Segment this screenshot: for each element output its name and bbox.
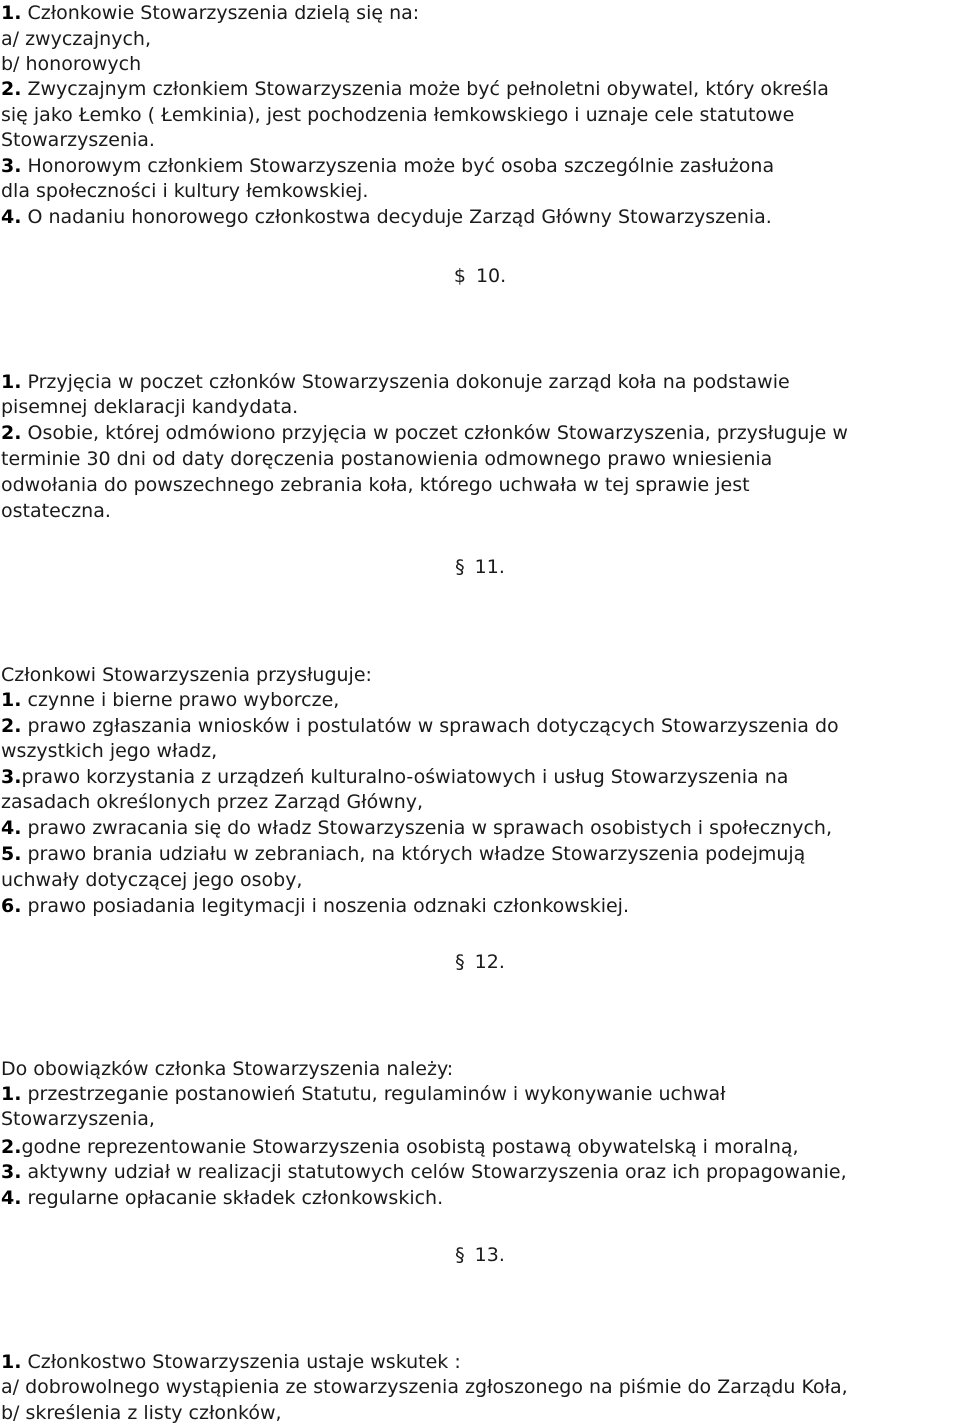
point-text: prawo zwracania się do władz Stowarzyszenia w sprawach osobistych i społecznych, <box>21 817 833 839</box>
point-text: Przyjęcia w poczet członków Stowarzyszenia dokonuje zarząd koła na podstawie <box>21 371 790 393</box>
sec11-item-2 <box>1 713 839 739</box>
point-number: 2. <box>1 78 22 100</box>
section-heading-12 <box>0 949 960 975</box>
sec10-point-1-line-2: pisemnej deklaracji kandydata. <box>1 396 299 418</box>
section-sign: § <box>455 556 465 578</box>
sec11-item-3-line-2: zasadach określonych przez Zarząd Główny, <box>1 791 424 813</box>
sec12-item-2 <box>1 1134 799 1160</box>
point-number: 1. <box>1 371 22 393</box>
point-number: 1. <box>1 1083 22 1105</box>
sec10-point-2-line-2: terminie 30 dni od daty doręczenia postanowienia odmownego prawo wniesienia <box>1 448 773 470</box>
section-heading-10 <box>0 263 960 289</box>
sec13-item-a: a/ dobrowolnego wystąpienia ze stowarzyszenia zgłoszonego na piśmie do Zarządu Koła, <box>1 1376 848 1398</box>
sec13-point-1 <box>1 1349 461 1375</box>
point-text: Członkostwo Stowarzyszenia ustaje wskutek : <box>21 1351 461 1373</box>
point-number: 5. <box>1 843 22 865</box>
section-sign: $ <box>453 265 466 287</box>
point-number: 1. <box>1 2 22 24</box>
point-text: aktywny udział w realizacji statutowych celów Stowarzyszenia oraz ich propagowanie, <box>21 1161 847 1183</box>
sec12-intro: Do obowiązków członka Stowarzyszenia należy: <box>1 1058 454 1080</box>
point-text: Członkowie Stowarzyszenia dzielą się na: <box>21 2 420 24</box>
point-text: godne reprezentowanie Stowarzyszenia osobistą postawą obywatelską i moralną, <box>21 1136 799 1158</box>
sec11-item-5-line-2: uchwały dotyczącej jego osoby, <box>1 869 303 891</box>
section-number: 13. <box>474 1244 505 1266</box>
point-number: 1. <box>1 689 22 711</box>
sec12-item-3 <box>1 1159 847 1185</box>
point-number: 6. <box>1 895 22 917</box>
sec12-item-1 <box>1 1081 726 1107</box>
point-text: prawo zgłaszania wniosków i postulatów w sprawach dotyczących Stowarzyszenia do <box>21 715 839 737</box>
point-text: O nadaniu honorowego członkostwa decyduje Zarząd Główny Stowarzyszenia. <box>21 206 772 228</box>
sec11-item-4 <box>1 815 832 841</box>
point-number: 4. <box>1 206 22 228</box>
sec9-point-3-line-2: dla społeczności i kultury łemkowskiej. <box>1 180 369 202</box>
section-heading-11 <box>0 554 960 580</box>
point-number: 3. <box>1 1161 22 1183</box>
sec10-point-1 <box>1 369 790 395</box>
sec11-item-1 <box>1 687 339 713</box>
sec9-point-1 <box>1 0 419 26</box>
sec11-item-3 <box>1 764 788 790</box>
point-text: Osobie, której odmówiono przyjęcia w poczet członków Stowarzyszenia, przysługuje w <box>21 422 848 444</box>
point-text: regularne opłacanie składek członkowskich. <box>21 1187 444 1209</box>
section-sign: § <box>455 951 465 973</box>
sec11-intro: Członkowi Stowarzyszenia przysługuje: <box>1 664 372 686</box>
sec11-item-6 <box>1 893 629 919</box>
section-number: 10. <box>475 265 507 287</box>
sec12-item-4 <box>1 1185 443 1211</box>
sec12-item-1-line-2: Stowarzyszenia, <box>1 1108 155 1130</box>
point-text: czynne i bierne prawo wyborcze, <box>21 689 340 711</box>
sec11-item-5 <box>1 841 805 867</box>
sec9-item-b: b/ honorowych <box>1 53 142 75</box>
point-text: prawo posiadania legitymacji i noszenia odznaki członkowskiej. <box>21 895 629 917</box>
point-number: 2. <box>1 1136 22 1158</box>
point-text: prawo brania udziału w zebraniach, na których władze Stowarzyszenia podejmują <box>21 843 806 865</box>
section-number: 12. <box>474 951 505 973</box>
sec11-item-2-line-2: wszystkich jego władz, <box>1 740 218 762</box>
point-number: 4. <box>1 1187 22 1209</box>
point-number: 3. <box>1 766 22 788</box>
sec9-point-4 <box>1 204 772 230</box>
sec9-point-2-line-3: Stowarzyszenia. <box>1 129 155 151</box>
section-sign: § <box>455 1244 465 1266</box>
sec10-point-2-line-3: odwołania do powszechnego zebrania koła, którego uchwała w tej sprawie jest <box>1 474 750 496</box>
sec9-point-2 <box>1 76 829 102</box>
point-number: 3. <box>1 155 22 177</box>
point-text: prawo korzystania z urządzeń kulturalno-oświatowych i usług Stowarzyszenia na <box>21 766 789 788</box>
point-text: Zwyczajnym członkiem Stowarzyszenia może być pełnoletni obywatel, który określa <box>21 78 829 100</box>
point-text: przestrzeganie postanowień Statutu, regulaminów i wykonywanie uchwał <box>21 1083 726 1105</box>
sec10-point-2-line-4: ostateczna. <box>1 500 111 522</box>
point-number: 1. <box>1 1351 22 1373</box>
section-number: 11. <box>474 556 505 578</box>
section-heading-13 <box>0 1242 960 1268</box>
point-number: 2. <box>1 422 22 444</box>
point-text: Honorowym członkiem Stowarzyszenia może być osoba szczególnie zasłużona <box>21 155 775 177</box>
point-number: 4. <box>1 817 22 839</box>
sec9-point-3 <box>1 153 774 179</box>
sec9-point-2-line-2: się jako Łemko ( Łemkinia), jest pochodzenia łemkowskiego i uznaje cele statutowe <box>1 104 795 126</box>
sec10-point-2 <box>1 420 848 446</box>
sec13-item-b: b/ skreślenia z listy członków, <box>1 1402 282 1424</box>
point-number: 2. <box>1 715 22 737</box>
sec9-item-a: a/ zwyczajnych, <box>1 28 151 50</box>
